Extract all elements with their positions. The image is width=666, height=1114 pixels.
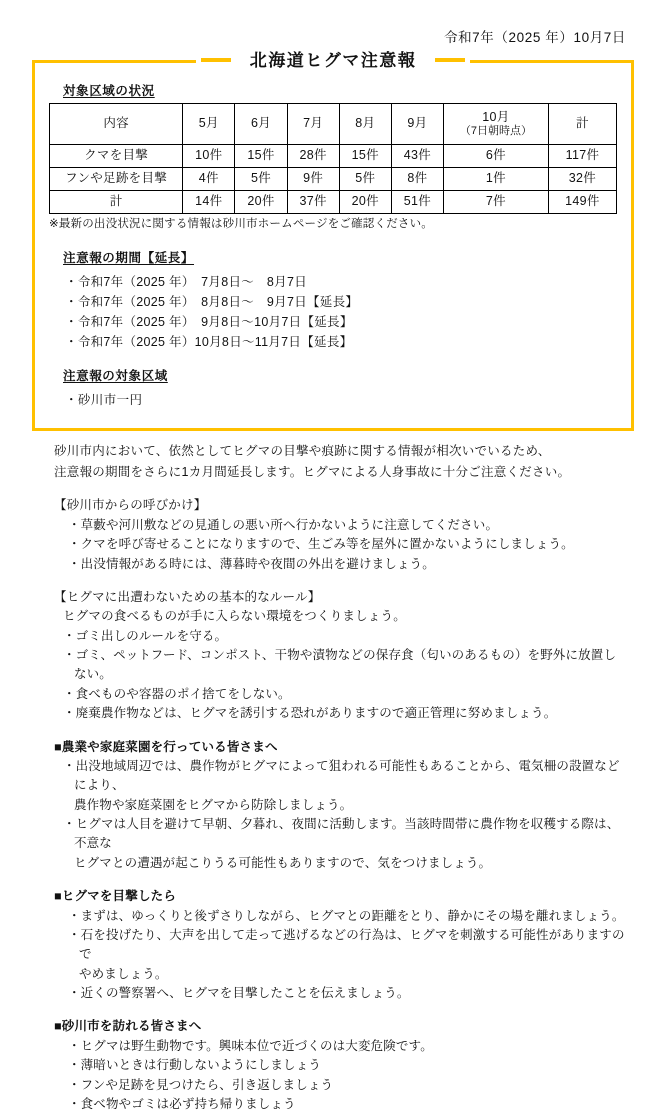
table-cell: 20件 (339, 191, 391, 214)
table-header-cell: 8月 (339, 104, 391, 145)
table-header-cell: 計 (548, 104, 616, 145)
title-dash-right-wrap (430, 55, 470, 69)
period-item: ・令和7年（2025 年）10月8日～11月7日【延長】 (65, 335, 353, 350)
table-cell: 28件 (287, 145, 339, 168)
table-row (50, 191, 617, 214)
table-header-cell: 5月 (183, 104, 235, 145)
table-cell: 51件 (391, 191, 443, 214)
group-bullet-list (54, 516, 626, 574)
period-list (49, 272, 617, 352)
bullet-text: ・石を投げたり、大声を出して走って逃げるなどの行為は、ヒグマを刺激する可能性がありますので (68, 927, 625, 962)
period-section (49, 248, 617, 352)
table-row (50, 168, 617, 191)
group-heading: 【砂川市からの呼びかけ】 (54, 498, 207, 513)
area-section (49, 366, 617, 410)
intro-line: 砂川市内において、依然としてヒグマの目撃や痕跡に関する情報が相次いでいるため、 (54, 444, 551, 459)
table-header-cell: 9月 (391, 104, 443, 145)
table-cell: 5件 (339, 168, 391, 191)
group-bullet-list (54, 907, 626, 1004)
table-cell: 4件 (183, 168, 235, 191)
intro-line: 注意報の期間をさらに1カ月間延長します。ヒグマによる人身事故に十分ご注意ください。 (54, 464, 571, 479)
issue-date: 令和7年（2025 年）10月7日 (443, 30, 626, 45)
table-cell: 1件 (444, 168, 549, 191)
group-subheading: ヒグマの食べるものが手に入らない環境をつくりましょう。 (63, 609, 406, 624)
bullet-item (63, 627, 626, 646)
area-item: ・砂川市一円 (65, 393, 143, 408)
group-heading: ■農業や家庭菜園を行っている皆さまへ (54, 739, 278, 754)
october-label: 10月 (482, 109, 510, 124)
bullet-item (68, 1095, 626, 1114)
title-dash-left-wrap (196, 55, 236, 69)
bullet-text: ・薄暗いときは行動しないようにしましょう (68, 1058, 322, 1073)
bullet-item (68, 1076, 626, 1095)
bear-sighting-table (49, 103, 617, 214)
table-cell: 32件 (548, 168, 616, 191)
bullet-text: ・ヒグマは人目を避けて早朝、夕暮れ、夜間に活動します。当該時間帯に農作物を収穫する際は、不意な (63, 817, 620, 851)
bullet-item (63, 646, 626, 685)
bullet-item (63, 757, 626, 815)
group-heading: ■ヒグマを目撃したら (54, 889, 177, 904)
table-cell: 14件 (183, 191, 235, 214)
area-section-heading: 注意報の対象区域 (63, 369, 168, 384)
row-label: クマを目撃 (50, 145, 183, 168)
table-cell: 6件 (444, 145, 549, 168)
advice-group-if-sighted (54, 887, 626, 1003)
table-cell: 117件 (548, 145, 616, 168)
bullet-item (68, 1037, 626, 1056)
advice-group-city-call (54, 496, 626, 574)
october-sublabel: （7日朝時点） (459, 125, 533, 138)
bullet-text: ・草藪や河川敷などの見通しの悪い所へ行かないように注意してください。 (68, 517, 499, 532)
notice-box (32, 51, 634, 431)
bullet-item (68, 926, 626, 984)
period-item: ・令和7年（2025 年） 8月8日～ 9月7日【延長】 (65, 295, 359, 310)
table-cell: 7件 (444, 191, 549, 214)
bullet-item (68, 984, 626, 1003)
bullet-item (68, 555, 626, 574)
table-cell: 10件 (183, 145, 235, 168)
table-cell: 15件 (235, 145, 287, 168)
bullet-item (63, 815, 626, 873)
period-section-heading: 注意報の期間【延長】 (63, 251, 195, 266)
table-footnote: ※最新の出没状況に関する情報は砂川市ホームページをご確認ください。 (49, 218, 434, 231)
status-section-heading: 対象区域の状況 (63, 84, 155, 99)
body-area (54, 441, 626, 1114)
table-header-cell: 6月 (235, 104, 287, 145)
bullet-text: ・ゴミ、ペットフード、コンポスト、干物や漬物などの保存食（匂いのあるもの）を野外に放置しない。 (63, 648, 617, 682)
bullet-text: ・ゴミ出しのルールを守る。 (63, 628, 228, 643)
row-label: フンや足跡を目撃 (50, 168, 183, 191)
row-label: 計 (50, 191, 183, 214)
bullet-text: ・出没情報がある時には、薄暮時や夜間の外出を避けましょう。 (68, 556, 435, 571)
notice-title-text: 北海道ヒグマ注意報 (236, 50, 431, 73)
group-heading: ■砂川市を訪れる皆さまへ (54, 1019, 202, 1034)
bullet-item (68, 535, 626, 554)
bullet-text-continued: ヒグマとの遭遇が起こりうる可能性もありますので、気をつけましょう。 (74, 855, 492, 870)
group-heading: 【ヒグマに出遭わないための基本的なルール】 (54, 589, 321, 604)
bullet-text: ・クマを呼び寄せることになりますので、生ごみ等を屋外に置かないようにしましょう。 (68, 537, 574, 552)
bullet-text: ・まずは、ゆっくりと後ずさりしながら、ヒグマとの距離をとり、静かにその場を離れましょう。 (68, 908, 625, 923)
group-bullet-list (54, 627, 626, 724)
area-list (49, 390, 617, 410)
table-cell: 9件 (287, 168, 339, 191)
table-cell: 37件 (287, 191, 339, 214)
title-dash-right-icon (435, 58, 465, 62)
bullet-text: ・食べものや容器のポイ捨てをしない。 (63, 686, 291, 701)
bullet-text: ・フンや足跡を見つけたら、引き返しましょう (68, 1077, 334, 1092)
table-header-cell-october (444, 104, 549, 145)
status-section (49, 81, 617, 232)
period-item: ・令和7年（2025 年） 7月8日～ 8月7日 (65, 275, 307, 290)
bullet-text: ・近くの警察署へ、ヒグマを目撃したことを伝えましょう。 (68, 986, 410, 1000)
advice-group-basic-rules (54, 588, 626, 724)
table-header-cell: 7月 (287, 104, 339, 145)
table-row (50, 145, 617, 168)
bullet-item (63, 685, 626, 704)
bullet-item (63, 704, 626, 723)
table-cell: 5件 (235, 168, 287, 191)
table-cell: 149件 (548, 191, 616, 214)
table-header-row (50, 104, 617, 145)
table-cell: 43件 (391, 145, 443, 168)
bullet-item (68, 516, 626, 535)
table-header-cell: 内容 (50, 104, 183, 145)
bullet-text: ・食べ物やゴミは必ず持ち帰りましょう (68, 1096, 296, 1111)
group-bullet-list (54, 1037, 626, 1114)
bullet-text-continued: やめましょう。 (79, 966, 168, 981)
period-item: ・令和7年（2025 年） 9月8日～10月7日【延長】 (65, 315, 353, 330)
title-dash-left-icon (201, 58, 231, 62)
advice-group-agriculture (54, 738, 626, 874)
notice-title-banner (35, 50, 631, 73)
bullet-text: ・ヒグマは野生動物です。興味本位で近づくのは大変危険です。 (68, 1038, 433, 1053)
bullet-item (68, 1056, 626, 1075)
intro-paragraph (54, 441, 626, 482)
bullet-text: ・廃棄農作物などは、ヒグマを誘引する恐れがありますので適正管理に努めましょう。 (63, 706, 557, 721)
bullet-text-continued: 農作物や家庭菜園をヒグマから防除しましょう。 (74, 797, 353, 812)
group-bullet-list (54, 757, 626, 873)
bullet-item (68, 907, 626, 926)
advice-group-visitors (54, 1017, 626, 1114)
bullet-text: ・出没地域周辺では、農作物がヒグマによって狙われる可能性もあることから、電気柵の設置などにより、 (63, 758, 620, 793)
table-cell: 15件 (339, 145, 391, 168)
table-cell: 8件 (391, 168, 443, 191)
table-cell: 20件 (235, 191, 287, 214)
